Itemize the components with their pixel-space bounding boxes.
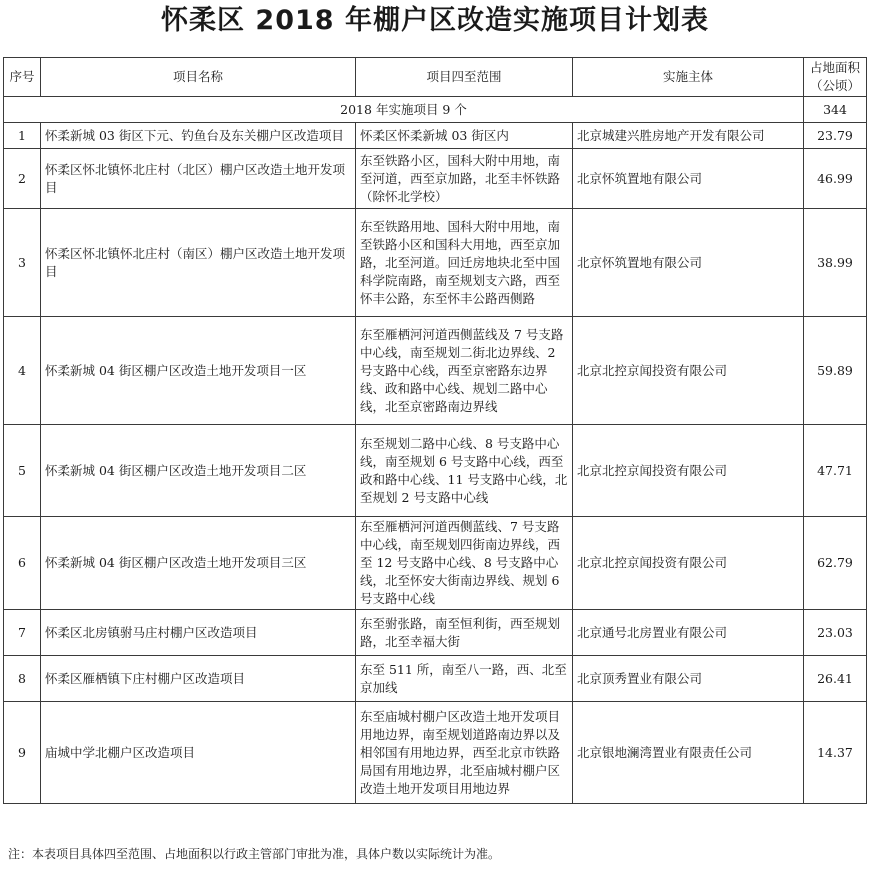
table-row	[4, 702, 867, 804]
table-row	[4, 209, 867, 317]
project-scope: 东至庙城村棚户区改造土地开发项目用地边界，南至规划道路南边界以及相邻国有用地边界，西至北京市铁路局国有用地边界，北至庙城村棚户区改造土地开发项目用地边界	[356, 702, 573, 804]
project-name: 怀柔新城 04 街区棚户区改造土地开发项目一区	[41, 317, 356, 425]
implementing-entity: 北京北控京闻投资有限公司	[573, 317, 804, 425]
row-number: 8	[4, 656, 41, 702]
project-name: 怀柔新城 03 街区下元、钓鱼台及东关棚户区改造项目	[41, 123, 356, 149]
project-area: 47.71	[804, 425, 867, 517]
project-area: 23.79	[804, 123, 867, 149]
project-scope: 东至驸张路，南至恒利街，西至规划路，北至幸福大街	[356, 610, 573, 656]
implementing-entity: 北京顶秀置业有限公司	[573, 656, 804, 702]
subtotal-label: 2018 年实施项目 9 个	[4, 97, 804, 123]
row-number: 9	[4, 702, 41, 804]
row-number: 1	[4, 123, 41, 149]
project-area: 23.03	[804, 610, 867, 656]
project-scope: 东至雁栖河河道西侧蓝线、7 号支路中心线，南至规划四街南边界线，西至 12 号支路中心线、8 号支路中心线，北至怀安大街南边界线、规划 6 号支路中心线	[356, 517, 573, 610]
project-scope: 东至铁路小区，国科大附中用地，南至河道，西至京加路，北至丰怀铁路（除怀北学校）	[356, 149, 573, 209]
header-area-line1: 占地面积	[809, 60, 860, 75]
header-name: 项目名称	[41, 58, 356, 97]
project-scope: 东至规划二路中心线、8 号支路中心线，南至规划 6 号支路中心线，西至政和路中心线、11 号支路中心线，北至规划 2 号支路中心线	[356, 425, 573, 517]
implementing-entity: 北京银地澜湾置业有限责任公司	[573, 702, 804, 804]
implementing-entity: 北京城建兴胜房地产开发有限公司	[573, 123, 804, 149]
table-row	[4, 425, 867, 517]
row-number: 2	[4, 149, 41, 209]
table-header-row	[4, 58, 867, 97]
header-area-line2: （公顷）	[809, 78, 860, 93]
implementing-entity: 北京通号北房置业有限公司	[573, 610, 804, 656]
subtotal-area: 344	[804, 97, 867, 123]
row-number: 4	[4, 317, 41, 425]
header-area	[804, 58, 867, 97]
project-name: 怀柔新城 04 街区棚户区改造土地开发项目二区	[41, 425, 356, 517]
header-entity: 实施主体	[573, 58, 804, 97]
header-no: 序号	[4, 58, 41, 97]
project-name: 庙城中学北棚户区改造项目	[41, 702, 356, 804]
project-name: 怀柔区怀北镇怀北庄村（南区）棚户区改造土地开发项目	[41, 209, 356, 317]
project-area: 38.99	[804, 209, 867, 317]
project-area: 62.79	[804, 517, 867, 610]
project-area: 26.41	[804, 656, 867, 702]
project-area: 14.37	[804, 702, 867, 804]
table-row	[4, 656, 867, 702]
table-row	[4, 610, 867, 656]
row-number: 3	[4, 209, 41, 317]
table-row	[4, 317, 867, 425]
page-title: 怀柔区 2018 年棚户区改造实施项目计划表	[161, 5, 709, 36]
project-plan-table	[3, 57, 867, 804]
project-name: 怀柔区怀北镇怀北庄村（北区）棚户区改造土地开发项目	[41, 149, 356, 209]
project-scope: 怀柔区怀柔新城 03 街区内	[356, 123, 573, 149]
project-area: 59.89	[804, 317, 867, 425]
row-number: 5	[4, 425, 41, 517]
header-scope: 项目四至范围	[356, 58, 573, 97]
project-scope: 东至铁路用地、国科大附中用地，南至铁路小区和国科大用地，西至京加路，北至河道。回迁房地块北至中国科学院南路，南至规划支六路，西至怀丰公路，东至怀丰公路西侧路	[356, 209, 573, 317]
table-row	[4, 123, 867, 149]
row-number: 6	[4, 517, 41, 610]
project-name: 怀柔区雁栖镇下庄村棚户区改造项目	[41, 656, 356, 702]
project-name: 怀柔区北房镇驸马庄村棚户区改造项目	[41, 610, 356, 656]
subtotal-row	[4, 97, 867, 123]
table-row	[4, 149, 867, 209]
implementing-entity: 北京怀筑置地有限公司	[573, 149, 804, 209]
project-name: 怀柔新城 04 街区棚户区改造土地开发项目三区	[41, 517, 356, 610]
project-scope: 东至雁栖河河道西侧蓝线及 7 号支路中心线，南至规划二街北边界线、2 号支路中心线，西至京密路东边界线、政和路中心线、规划二路中心线，北至京密路南边界线	[356, 317, 573, 425]
implementing-entity: 北京怀筑置地有限公司	[573, 209, 804, 317]
row-number: 7	[4, 610, 41, 656]
implementing-entity: 北京北控京闻投资有限公司	[573, 517, 804, 610]
project-area: 46.99	[804, 149, 867, 209]
footnote: 注：本表项目具体四至范围、占地面积以行政主管部门审批为准，具体户数以实际统计为准。	[8, 847, 501, 861]
table-row	[4, 517, 867, 610]
project-scope: 东至 511 所，南至八一路，西、北至京加线	[356, 656, 573, 702]
implementing-entity: 北京北控京闻投资有限公司	[573, 425, 804, 517]
